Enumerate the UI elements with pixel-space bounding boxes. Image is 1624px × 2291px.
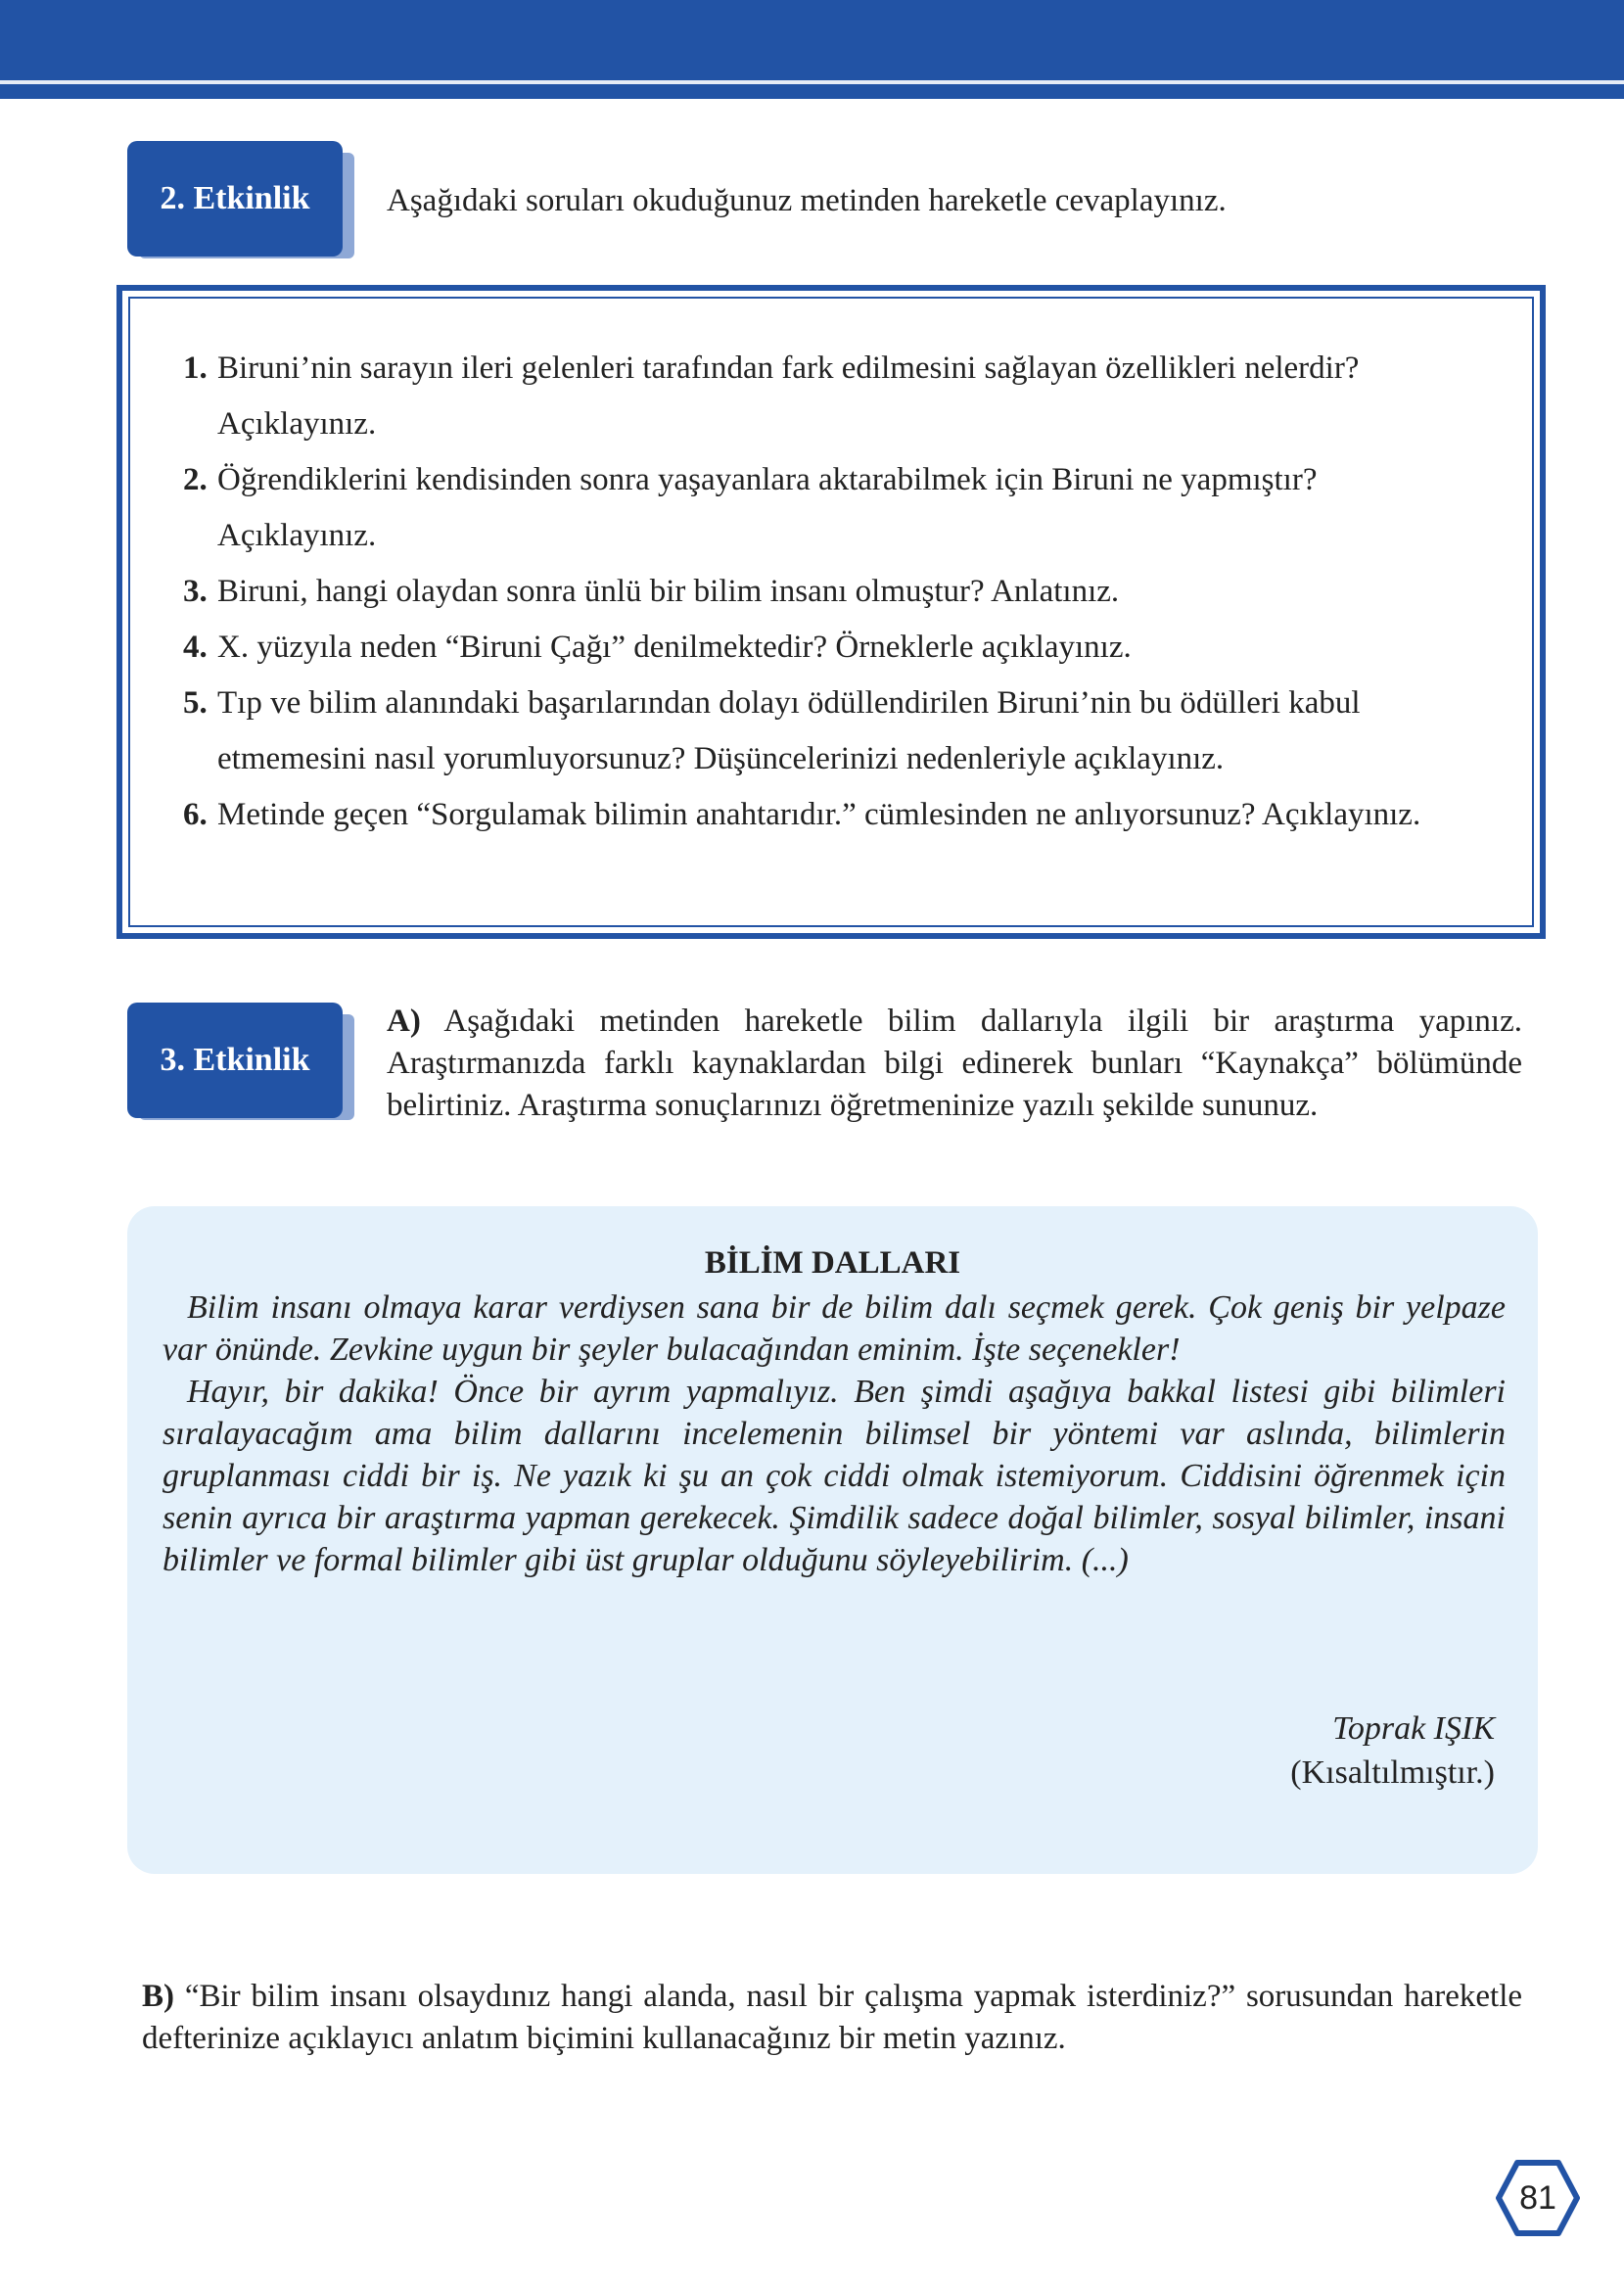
reading-author: Toprak IŞIK [1332, 1710, 1495, 1747]
reading-panel [127, 1206, 1538, 1874]
question-number: 2. [183, 462, 208, 497]
activity-2-label: 2. Etkinlik [127, 141, 343, 257]
activity-2-instruction: Aşağıdaki soruları okuduğunuz metinden hareketle cevaplayınız. [387, 183, 1227, 218]
question-number: 3. [183, 574, 208, 609]
header-stripe [0, 80, 1624, 84]
question-item [183, 787, 1475, 843]
activity-3a-instruction [387, 1001, 1522, 1127]
reading-note: (Kısaltılmıştır.) [1290, 1754, 1495, 1791]
reading-title: BİLİM DALLARI [704, 1245, 961, 1281]
page-number: 81 [1519, 2178, 1556, 2217]
activity-3-badge [127, 1003, 343, 1120]
page-number-badge [1496, 2159, 1580, 2237]
question-text: X. yüzyıla neden “Biruni Çağı” denilmektedir? Örneklerle açıklayınız. [217, 630, 1132, 665]
question-text: Metinde geçen “Sorgulamak bilimin anahtarıdır.” cümlesinden ne anlıyorsunuz? Açıklayınız. [217, 797, 1421, 832]
question-item [183, 564, 1475, 620]
reading-paragraph: Bilim insanı olmaya karar verdiysen sana bir de bilim dalı seçmek gerek. Çok geniş bir yelpaze var önünde. Zevkine uygun bir şeyler bulacağından eminim. İşte seçenekler! [162, 1289, 1506, 1368]
question-item [183, 452, 1475, 564]
question-number: 4. [183, 630, 208, 665]
part-a-label: A) [387, 1004, 421, 1039]
reading-paragraph: Hayır, bir dakika! Önce bir ayrım yapmalıyız. Ben şimdi aşağıya bakkal listesi gibi bilimleri sıralayacağım ama bilim dallarını incelemenin bilimsel bir yöntemi var aslında, bilimlerin gruplanması ciddi bir iş. Ne yazık ki şu an çok ciddi olmak istemiyorum. Ciddisini öğrenmek için senin ayrıca bir araştırma yapman gerekecek. Şimdilik sadece doğal bilimler, sosyal bilimler, insani bilimler ve formal bilimler gibi üst gruplar olduğunu söyleyebilirim. (...) [162, 1374, 1506, 1578]
activity-3-label: 3. Etkinlik [127, 1003, 343, 1118]
question-number: 1. [183, 351, 208, 386]
question-item [183, 620, 1475, 676]
part-a-text: Aşağıdaki metinden hareketle bilim dallarıyla ilgili bir araştırma yapınız. Araştırmanızda farklı kaynaklardan bilgi edinerek bunları “Kaynakça” bölümünde belirtiniz. Araştırma sonuçlarınızı öğretmeninize yazılı şekilde sununuz. [387, 1004, 1522, 1123]
question-text: Biruni’nin sarayın ileri gelenleri tarafından fark edilmesini sağlayan özellikleri nelerdir? Açıklayınız. [217, 351, 1360, 442]
question-item [183, 676, 1475, 787]
question-number: 5. [183, 685, 208, 721]
part-b-label: B) [142, 1979, 174, 2014]
part-b-text: “Bir bilim insanı olsaydınız hangi alanda, nasıl bir çalışma yapmak isterdiniz?” sorusundan hareketle defterinize açıklayıcı anlatım biçimini kullanacağınız bir metin yazınız. [142, 1979, 1523, 2056]
question-text: Tıp ve bilim alanındaki başarılarından dolayı ödüllendirilen Biruni’nin bu ödülleri kabul etmemesini nasıl yorumluyorsunuz? Düşüncelerinizi nedenleriyle açıklayınız. [217, 685, 1361, 776]
activity-2-badge [127, 141, 343, 258]
question-number: 6. [183, 797, 208, 832]
question-text: Biruni, hangi olaydan sonra ünlü bir bilim insanı olmuştur? Anlatınız. [217, 574, 1120, 609]
reading-text [162, 1286, 1506, 1581]
question-item [183, 341, 1475, 452]
activity-3b-instruction [142, 1976, 1522, 2060]
question-text: Öğrendiklerini kendisinden sonra yaşayanlara aktarabilmek için Biruni ne yapmıştır? Açıklayınız. [217, 462, 1318, 553]
question-list [183, 341, 1475, 843]
